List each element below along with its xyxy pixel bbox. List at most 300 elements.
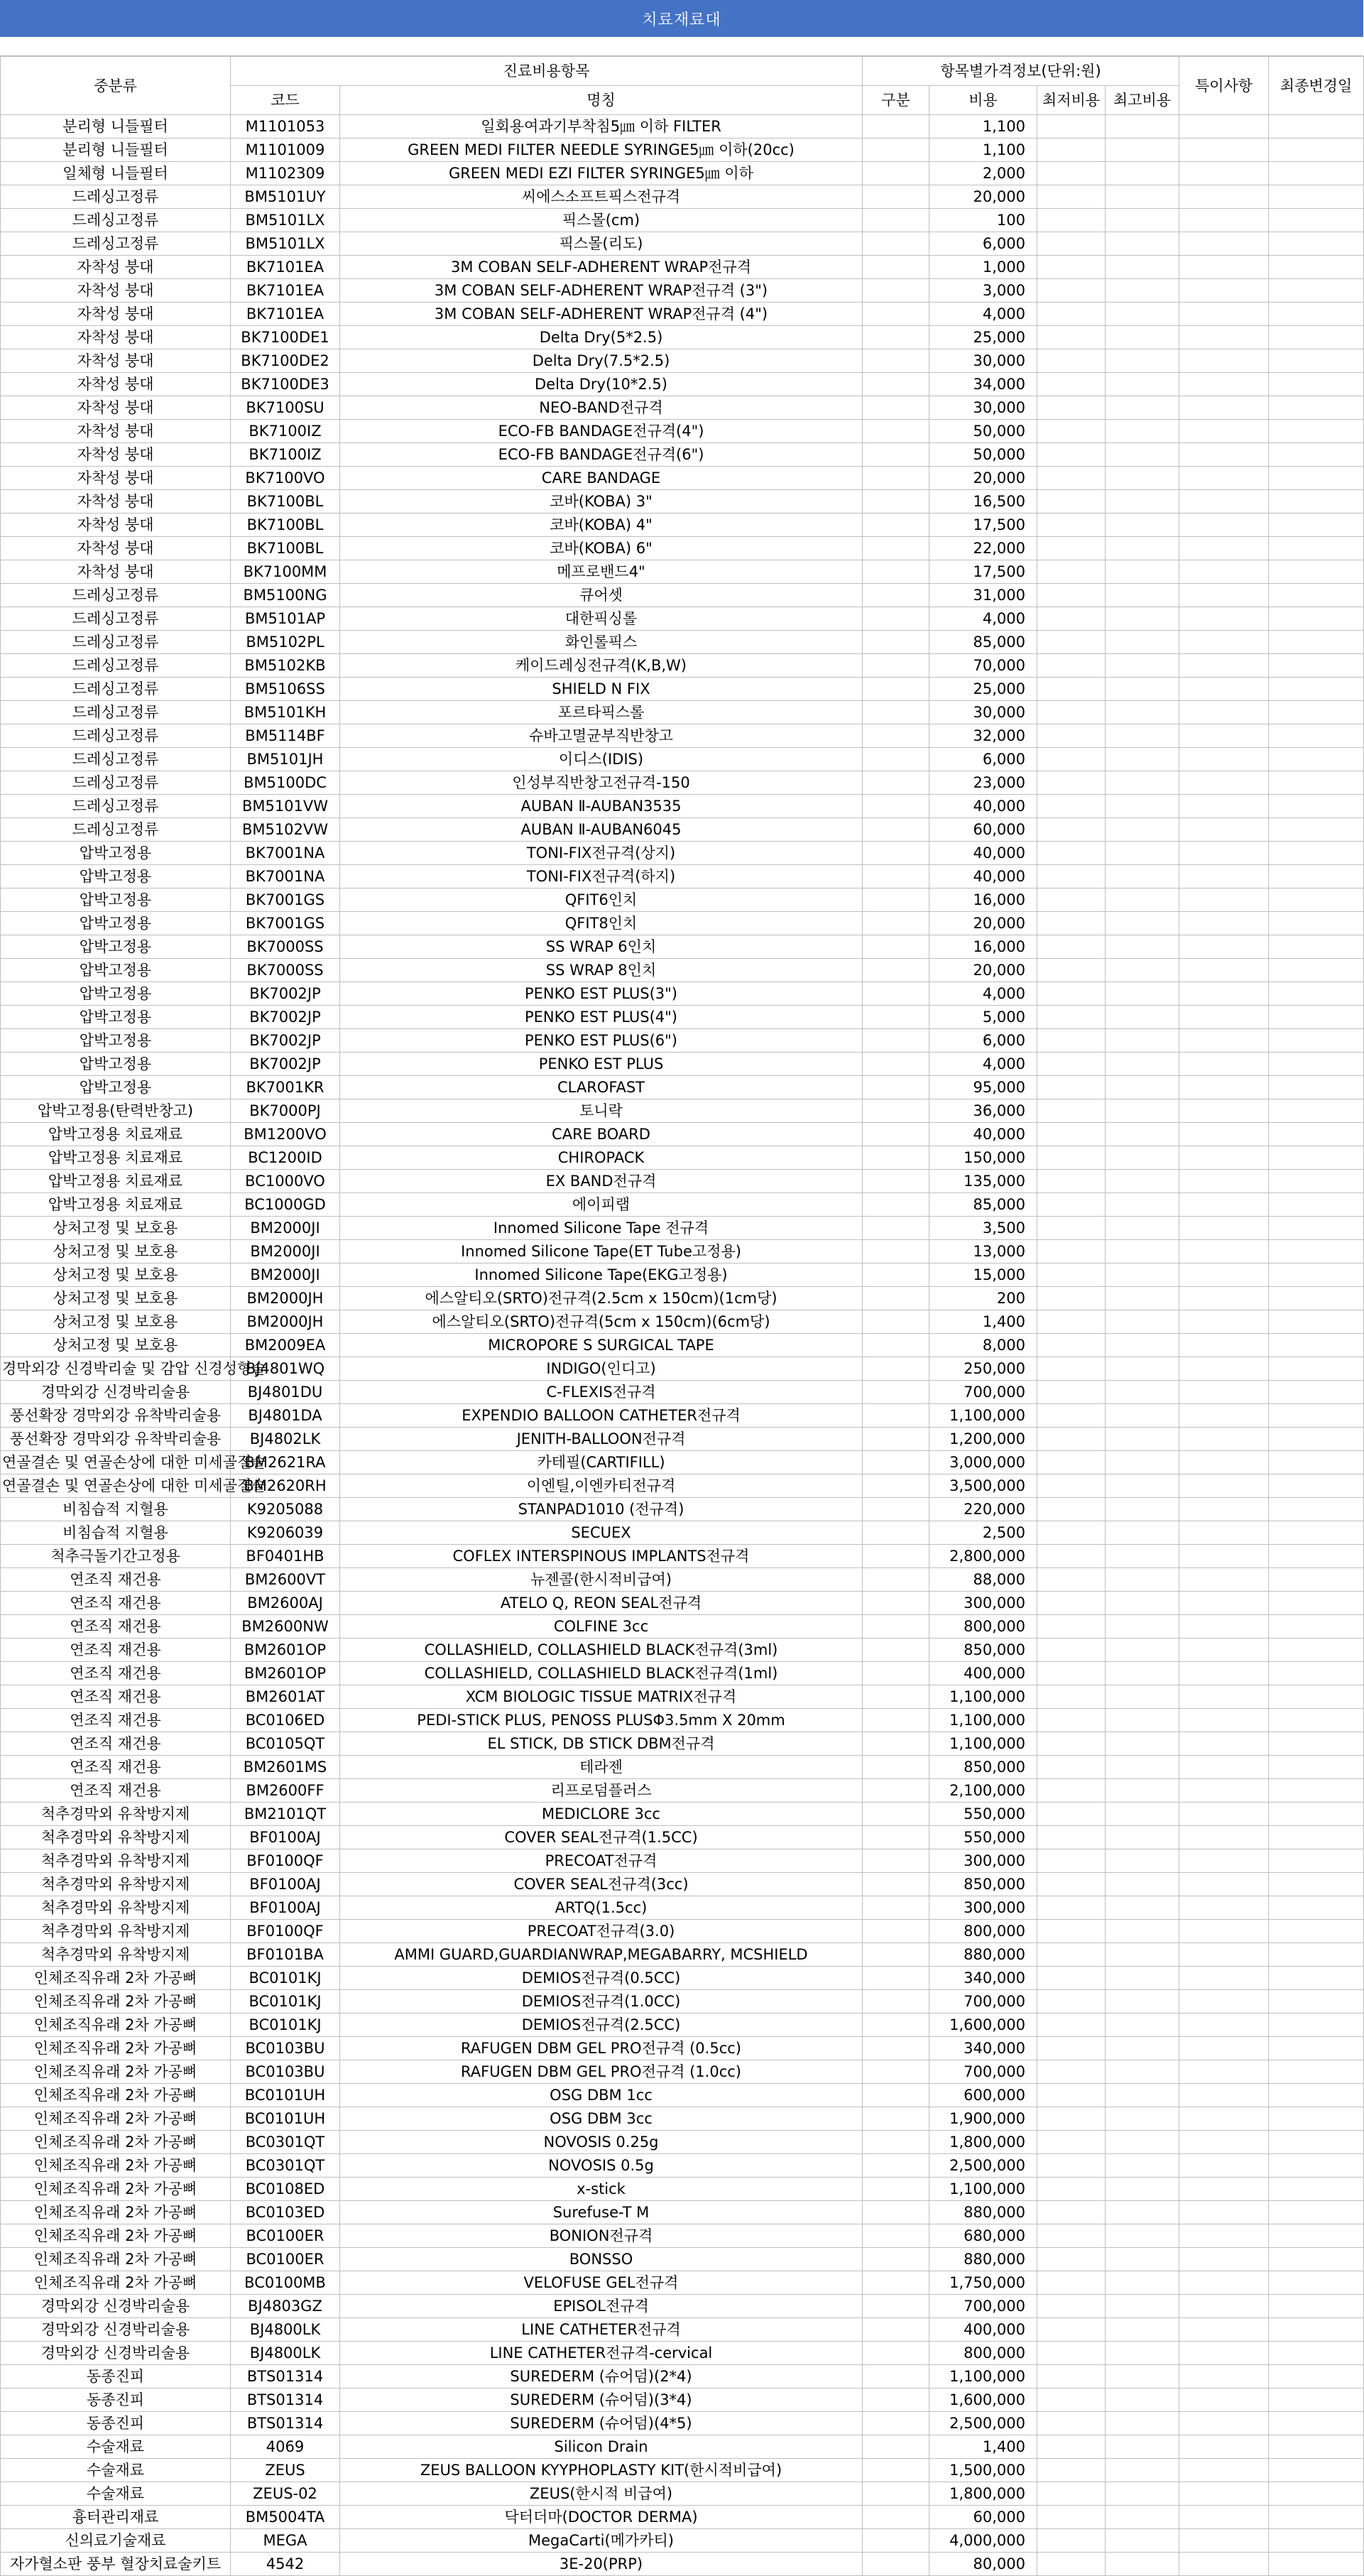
row-last-changed <box>1269 138 1364 162</box>
row-code: BM5102KB <box>231 654 340 678</box>
table-row <box>1 701 1364 724</box>
table-row <box>1 1826 1364 1849</box>
row-min-cost <box>1037 1310 1106 1334</box>
row-category: 연조직 재건용 <box>1 1779 231 1803</box>
row-name: PENKO EST PLUS(4") <box>340 1006 863 1029</box>
row-code: BM5102PL <box>231 631 340 654</box>
row-special <box>1179 1263 1269 1287</box>
row-max-cost <box>1106 1568 1179 1592</box>
row-max-cost <box>1106 2107 1179 2131</box>
row-last-changed <box>1269 560 1364 584</box>
table-row <box>1 467 1364 490</box>
row-min-cost <box>1037 2412 1106 2435</box>
row-type <box>863 607 929 631</box>
row-max-cost <box>1106 2224 1179 2248</box>
row-special <box>1179 1803 1269 1826</box>
row-code: BF0100AJ <box>231 1873 340 1896</box>
row-min-cost <box>1037 1263 1106 1287</box>
row-category: 동종진피 <box>1 2388 231 2412</box>
row-type <box>863 2388 929 2412</box>
row-cost: 3,500 <box>929 1217 1037 1240</box>
row-name: MICROPORE S SURGICAL TAPE <box>340 1334 863 1357</box>
row-max-cost <box>1106 982 1179 1006</box>
row-min-cost <box>1037 1240 1106 1263</box>
row-name: 3M COBAN SELF-ADHERENT WRAP전규격 (3") <box>340 279 863 303</box>
row-cost: 20,000 <box>929 959 1037 982</box>
row-min-cost <box>1037 138 1106 162</box>
row-type <box>863 2435 929 2459</box>
row-last-changed <box>1269 1053 1364 1076</box>
row-last-changed <box>1269 1381 1364 1404</box>
row-special <box>1179 724 1269 748</box>
row-max-cost <box>1106 631 1179 654</box>
row-special <box>1179 303 1269 326</box>
row-cost: 700,000 <box>929 2295 1037 2318</box>
row-cost: 60,000 <box>929 2506 1037 2529</box>
row-code: BC0108ED <box>231 2178 340 2201</box>
row-type <box>863 1920 929 1943</box>
row-category: 자착성 붕대 <box>1 256 231 279</box>
row-cost: 1,100,000 <box>929 1732 1037 1756</box>
table-row <box>1 1217 1364 1240</box>
row-max-cost <box>1106 818 1179 842</box>
table-row <box>1 1615 1364 1638</box>
row-last-changed <box>1269 2271 1364 2295</box>
table-row <box>1 1638 1364 1662</box>
row-name: 케이드레싱전규격(K,B,W) <box>340 654 863 678</box>
row-last-changed <box>1269 1404 1364 1428</box>
row-min-cost <box>1037 982 1106 1006</box>
row-category: 자착성 붕대 <box>1 537 231 560</box>
row-cost: 4,000 <box>929 607 1037 631</box>
table-row <box>1 2388 1364 2412</box>
row-type <box>863 115 929 138</box>
row-last-changed <box>1269 818 1364 842</box>
row-cost: 95,000 <box>929 1076 1037 1099</box>
row-special <box>1179 513 1269 537</box>
row-last-changed <box>1269 209 1364 232</box>
row-min-cost <box>1037 2154 1106 2178</box>
row-category: 일체형 니들필터 <box>1 162 231 185</box>
row-min-cost <box>1037 1170 1106 1193</box>
row-type <box>863 1873 929 1896</box>
row-code: BM1200VO <box>231 1123 340 1146</box>
row-code: BM2601MS <box>231 1756 340 1779</box>
row-code: BK7100MM <box>231 560 340 584</box>
row-max-cost <box>1106 1146 1179 1170</box>
row-type <box>863 256 929 279</box>
row-code: BJ4801WQ <box>231 1357 340 1381</box>
row-category: 자착성 붕대 <box>1 513 231 537</box>
row-category: 수술재료 <box>1 2435 231 2459</box>
row-max-cost <box>1106 724 1179 748</box>
row-special <box>1179 701 1269 724</box>
row-min-cost <box>1037 2342 1106 2365</box>
row-type <box>863 279 929 303</box>
row-last-changed <box>1269 2529 1364 2553</box>
row-min-cost <box>1037 1967 1106 1990</box>
row-type <box>863 1990 929 2013</box>
row-last-changed <box>1269 2013 1364 2037</box>
row-max-cost <box>1106 232 1179 256</box>
row-min-cost <box>1037 396 1106 420</box>
row-last-changed <box>1269 912 1364 935</box>
row-code: BC0101UH <box>231 2084 340 2107</box>
row-type <box>863 420 929 443</box>
row-special <box>1179 1381 1269 1404</box>
row-max-cost <box>1106 1263 1179 1287</box>
table-row <box>1 1099 1364 1123</box>
row-special <box>1179 1990 1269 2013</box>
table-row <box>1 2201 1364 2224</box>
row-last-changed <box>1269 1803 1364 1826</box>
row-name: 에스알티오(SRTO)전규격(5cm x 150cm)(6cm당) <box>340 1310 863 1334</box>
row-code: BM2000JH <box>231 1310 340 1334</box>
table-row <box>1 1896 1364 1920</box>
row-name: ECO-FB BANDAGE전규격(4") <box>340 420 863 443</box>
row-category: 척추경막외 유착방지제 <box>1 1803 231 1826</box>
row-code: BM2000JI <box>231 1217 340 1240</box>
row-category: 연조직 재건용 <box>1 1615 231 1638</box>
row-min-cost <box>1037 935 1106 959</box>
row-type <box>863 771 929 795</box>
row-name: 이디스(IDIS) <box>340 748 863 771</box>
row-category: 흉터관리재료 <box>1 2506 231 2529</box>
row-cost: 1,100,000 <box>929 1709 1037 1732</box>
row-category: 압박고정용 <box>1 935 231 959</box>
row-cost: 340,000 <box>929 1967 1037 1990</box>
row-type <box>863 795 929 818</box>
row-last-changed <box>1269 678 1364 701</box>
row-special <box>1179 1592 1269 1615</box>
row-min-cost <box>1037 1521 1106 1545</box>
table-row <box>1 443 1364 467</box>
row-cost: 2,000 <box>929 162 1037 185</box>
row-last-changed <box>1269 2037 1364 2060</box>
row-min-cost <box>1037 1779 1106 1803</box>
row-min-cost <box>1037 2529 1106 2553</box>
row-special <box>1179 1638 1269 1662</box>
row-category: 동종진피 <box>1 2365 231 2388</box>
row-max-cost <box>1106 2271 1179 2295</box>
row-special <box>1179 1123 1269 1146</box>
row-code: BK7101EA <box>231 256 340 279</box>
row-name: NEO-BAND전규격 <box>340 396 863 420</box>
row-max-cost <box>1106 748 1179 771</box>
row-min-cost <box>1037 842 1106 865</box>
row-max-cost <box>1106 2342 1179 2365</box>
row-special <box>1179 795 1269 818</box>
row-type <box>863 1826 929 1849</box>
row-type <box>863 303 929 326</box>
row-last-changed <box>1269 1193 1364 1217</box>
row-type <box>863 1545 929 1568</box>
row-category: 인체조직유래 2차 가공뼈 <box>1 2013 231 2037</box>
row-special <box>1179 185 1269 209</box>
row-category: 연조직 재건용 <box>1 1592 231 1615</box>
table-row <box>1 349 1364 373</box>
row-min-cost <box>1037 326 1106 349</box>
row-special <box>1179 1076 1269 1099</box>
row-name: 픽스몰(cm) <box>340 209 863 232</box>
row-min-cost <box>1037 2459 1106 2482</box>
row-code: BC1000GD <box>231 1193 340 1217</box>
table-row <box>1 1310 1364 1334</box>
row-max-cost <box>1106 1428 1179 1451</box>
row-last-changed <box>1269 2459 1364 2482</box>
row-min-cost <box>1037 1638 1106 1662</box>
table-row <box>1 1545 1364 1568</box>
row-max-cost <box>1106 1474 1179 1498</box>
row-max-cost <box>1106 373 1179 396</box>
row-category: 척추경막외 유착방지제 <box>1 1849 231 1873</box>
header-max-cost: 최고비용 <box>1106 86 1179 115</box>
table-row <box>1 607 1364 631</box>
row-type <box>863 1428 929 1451</box>
row-name: COLLASHIELD, COLLASHIELD BLACK전규격(1ml) <box>340 1662 863 1685</box>
row-name: 뉴젠콜(한시적비급여) <box>340 1568 863 1592</box>
row-code: BC0301QT <box>231 2154 340 2178</box>
row-cost: 23,000 <box>929 771 1037 795</box>
table-row <box>1 2529 1364 2553</box>
row-code: BJ4800LK <box>231 2318 340 2342</box>
row-last-changed <box>1269 1498 1364 1521</box>
row-code: BJ4801DU <box>231 1381 340 1404</box>
row-type <box>863 2318 929 2342</box>
row-special <box>1179 1662 1269 1685</box>
table-row <box>1 303 1364 326</box>
row-min-cost <box>1037 185 1106 209</box>
row-special <box>1179 1451 1269 1474</box>
row-cost: 50,000 <box>929 420 1037 443</box>
row-type <box>863 842 929 865</box>
row-cost: 400,000 <box>929 1662 1037 1685</box>
table-row <box>1 2295 1364 2318</box>
row-min-cost <box>1037 1873 1106 1896</box>
row-special <box>1179 1310 1269 1334</box>
table-row <box>1 888 1364 912</box>
row-type <box>863 935 929 959</box>
row-category: 자착성 붕대 <box>1 373 231 396</box>
row-max-cost <box>1106 1217 1179 1240</box>
row-type <box>863 1896 929 1920</box>
row-min-cost <box>1037 279 1106 303</box>
row-special <box>1179 537 1269 560</box>
row-min-cost <box>1037 1849 1106 1873</box>
row-type <box>863 1357 929 1381</box>
row-name: COVER SEAL전규격(1.5CC) <box>340 1826 863 1849</box>
row-type <box>863 1779 929 1803</box>
table-row <box>1 1029 1364 1053</box>
row-max-cost <box>1106 1873 1179 1896</box>
row-max-cost <box>1106 795 1179 818</box>
table-row <box>1 209 1364 232</box>
header-last-changed: 최종변경일 <box>1269 57 1364 115</box>
row-special <box>1179 349 1269 373</box>
row-name: EX BAND전규격 <box>340 1170 863 1193</box>
row-min-cost <box>1037 2506 1106 2529</box>
row-last-changed <box>1269 888 1364 912</box>
row-min-cost <box>1037 1685 1106 1709</box>
price-table <box>0 56 1364 2576</box>
table-row <box>1 1263 1364 1287</box>
row-type <box>863 1685 929 1709</box>
row-name: RAFUGEN DBM GEL PRO전규격 (0.5cc) <box>340 2037 863 2060</box>
table-row <box>1 1404 1364 1428</box>
row-special <box>1179 1193 1269 1217</box>
row-cost: 700,000 <box>929 2060 1037 2084</box>
row-special <box>1179 232 1269 256</box>
row-code: BM5102VW <box>231 818 340 842</box>
row-name: GREEN MEDI EZI FILTER SYRINGE5㎛ 이하 <box>340 162 863 185</box>
row-type <box>863 584 929 607</box>
row-max-cost <box>1106 1357 1179 1381</box>
table-row <box>1 1849 1364 1873</box>
table-row <box>1 396 1364 420</box>
row-max-cost <box>1106 2013 1179 2037</box>
row-max-cost <box>1106 1803 1179 1826</box>
row-name: 에이피랩 <box>340 1193 863 1217</box>
table-row <box>1 1920 1364 1943</box>
row-special <box>1179 1334 1269 1357</box>
row-min-cost <box>1037 654 1106 678</box>
row-name: 닥터더마(DOCTOR DERMA) <box>340 2506 863 2529</box>
row-min-cost <box>1037 1662 1106 1685</box>
row-type <box>863 1943 929 1967</box>
row-name: QFIT8인치 <box>340 912 863 935</box>
row-type <box>863 513 929 537</box>
row-min-cost <box>1037 1357 1106 1381</box>
row-code: BK7001GS <box>231 888 340 912</box>
row-cost: 1,750,000 <box>929 2271 1037 2295</box>
row-cost: 85,000 <box>929 631 1037 654</box>
row-min-cost <box>1037 1428 1106 1451</box>
row-max-cost <box>1106 1006 1179 1029</box>
row-name: PRECOAT전규격 <box>340 1849 863 1873</box>
row-code: M1101009 <box>231 138 340 162</box>
row-category: 연조직 재건용 <box>1 1568 231 1592</box>
row-special <box>1179 2435 1269 2459</box>
row-last-changed <box>1269 771 1364 795</box>
table-row <box>1 2318 1364 2342</box>
row-type <box>863 396 929 420</box>
row-type <box>863 1006 929 1029</box>
row-special <box>1179 1217 1269 1240</box>
table-row <box>1 162 1364 185</box>
row-last-changed <box>1269 865 1364 888</box>
row-last-changed <box>1269 162 1364 185</box>
row-last-changed <box>1269 1709 1364 1732</box>
row-name: PRECOAT전규격(3.0) <box>340 1920 863 1943</box>
row-type <box>863 1310 929 1334</box>
row-name: Delta Dry(10*2.5) <box>340 373 863 396</box>
header-name: 명칭 <box>340 86 863 115</box>
table-row <box>1 1451 1364 1474</box>
row-type <box>863 2060 929 2084</box>
row-max-cost <box>1106 279 1179 303</box>
row-code: BK7001KR <box>231 1076 340 1099</box>
row-cost: 1,900,000 <box>929 2107 1037 2131</box>
table-row <box>1 654 1364 678</box>
row-code: BK7101EA <box>231 303 340 326</box>
row-name: SS WRAP 6인치 <box>340 935 863 959</box>
row-cost: 40,000 <box>929 795 1037 818</box>
row-code: BM5101LX <box>231 209 340 232</box>
row-special <box>1179 256 1269 279</box>
row-name: 슈바고멸균부직반창고 <box>340 724 863 748</box>
row-type <box>863 748 929 771</box>
row-category: 압박고정용 치료재료 <box>1 1193 231 1217</box>
row-category: 분리형 니들필터 <box>1 138 231 162</box>
row-max-cost <box>1106 2178 1179 2201</box>
row-max-cost <box>1106 771 1179 795</box>
row-cost: 1,200,000 <box>929 1428 1037 1451</box>
table-row <box>1 2107 1364 2131</box>
row-special <box>1179 2037 1269 2060</box>
row-last-changed <box>1269 279 1364 303</box>
row-name: Delta Dry(7.5*2.5) <box>340 349 863 373</box>
row-type <box>863 818 929 842</box>
row-max-cost <box>1106 2459 1179 2482</box>
row-max-cost <box>1106 2037 1179 2060</box>
row-category: 연조직 재건용 <box>1 1709 231 1732</box>
row-name: AMMI GUARD,GUARDIANWRAP,MEGABARRY, MCSHIELD <box>340 1943 863 1967</box>
row-max-cost <box>1106 1451 1179 1474</box>
row-cost: 34,000 <box>929 373 1037 396</box>
row-type <box>863 1053 929 1076</box>
row-code: BK7100BL <box>231 537 340 560</box>
row-special <box>1179 2013 1269 2037</box>
row-code: BC0103ED <box>231 2201 340 2224</box>
row-code: BM5101UY <box>231 185 340 209</box>
row-max-cost <box>1106 1709 1179 1732</box>
row-special <box>1179 818 1269 842</box>
row-name: EXPENDIO BALLOON CATHETER전규격 <box>340 1404 863 1428</box>
row-max-cost <box>1106 654 1179 678</box>
row-type <box>863 1240 929 1263</box>
row-cost: 4,000 <box>929 982 1037 1006</box>
row-special <box>1179 2201 1269 2224</box>
row-cost: 40,000 <box>929 1123 1037 1146</box>
row-max-cost <box>1106 584 1179 607</box>
row-type <box>863 982 929 1006</box>
row-special <box>1179 1474 1269 1498</box>
row-min-cost <box>1037 2482 1106 2506</box>
row-cost: 220,000 <box>929 1498 1037 1521</box>
row-max-cost <box>1106 888 1179 912</box>
row-last-changed <box>1269 2412 1364 2435</box>
row-category: 비침습적 지혈용 <box>1 1498 231 1521</box>
row-special <box>1179 2131 1269 2154</box>
row-cost: 60,000 <box>929 818 1037 842</box>
row-last-changed <box>1269 748 1364 771</box>
row-name: LINE CATHETER전규격 <box>340 2318 863 2342</box>
row-min-cost <box>1037 2013 1106 2037</box>
row-category: 자착성 붕대 <box>1 326 231 349</box>
row-special <box>1179 1568 1269 1592</box>
row-min-cost <box>1037 1451 1106 1474</box>
row-last-changed <box>1269 1873 1364 1896</box>
row-code: M1102309 <box>231 162 340 185</box>
row-last-changed <box>1269 2084 1364 2107</box>
row-cost: 5,000 <box>929 1006 1037 1029</box>
row-special <box>1179 2154 1269 2178</box>
row-cost: 20,000 <box>929 912 1037 935</box>
row-name: CLAROFAST <box>340 1076 863 1099</box>
row-cost: 3,500,000 <box>929 1474 1037 1498</box>
row-code: BM2101QT <box>231 1803 340 1826</box>
row-max-cost <box>1106 1029 1179 1053</box>
